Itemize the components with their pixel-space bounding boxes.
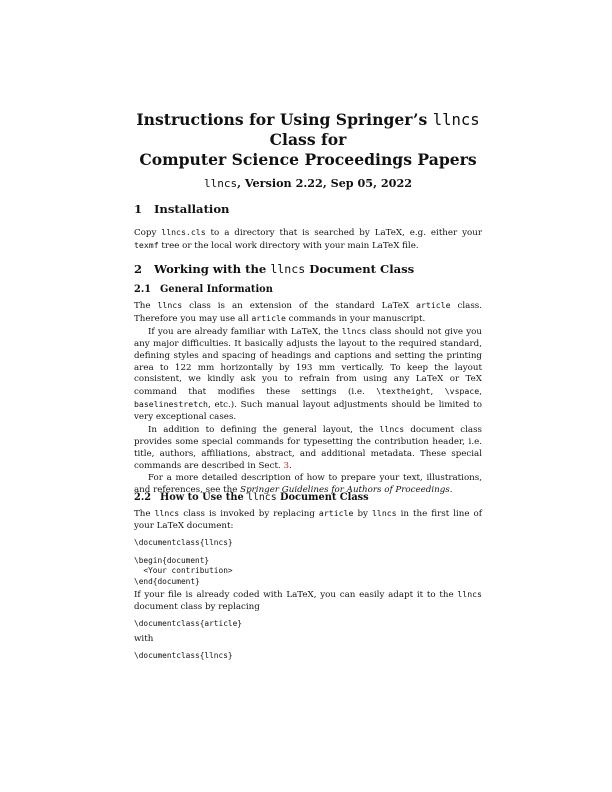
subsection-heading: 2.2 How to Use the llncs Document Class [134,492,369,503]
subsection-general-information [134,284,482,497]
code-block: \documentclass{article} [134,618,242,628]
subsection-heading: 2.1 General Information [134,284,273,295]
code-block: \begin{document} <Your contribution> \end{document} [134,556,233,586]
paragraph: If you are already familiar with LaTeX, the llncs class should not give you any major difficulties. It basically adjusts the layout to the required standard, defining styles and spacing of headings and captions and setting the printing area to 122 mm horizontally by 193 mm vertically. To keep the layout consistent, we kindly ask you to refrain from using any LaTeX or TeX command that modifies these settings (i.e. \textheight, \vspace, baselinestretch, etc.). Such manual layout adjustments should be limited to very exceptional cases. [134,325,482,423]
code-block: \documentclass{llncs} [134,537,233,547]
document-subtitle: llncs, Version 2.22, Sep 05, 2022 [203,176,413,190]
section-installation [134,202,482,253]
document-title: Instructions for Using Springer’s llncs Class for Computer Science Proceedings Papers [136,110,480,169]
paragraph: The llncs class is an extension of the standard LaTeX article class. Therefore you may use all article commands in your manuscript. [134,300,482,324]
section-reference-link[interactable]: 3 [283,460,289,471]
title-block [134,110,482,190]
paragraph: with [134,634,154,645]
subsection-how-to-use [134,492,482,661]
code-block: \documentclass{llncs} [134,651,233,661]
paragraph: Copy llncs.cls to a directory that is searched by LaTeX, e.g. either your texmf tree or the local work directory with your main LaTeX file. [134,227,482,251]
paragraph: In addition to defining the general layout, the llncs document class provides some special commands for typesetting the contribution header, i.e. title, authors, affiliations, abstract, and additional metadata. These special commands are described in Sect. 3. [134,424,482,471]
paragraph: For a more detailed description of how to prepare your text, illustrations, and references, see the Springer Guidelines for Authors of Proceedings. [134,472,482,495]
section-heading: 2 Working with the llncs Document Class [134,262,415,276]
paragraph: If your file is already coded with LaTeX, you can easily adapt it to the llncs document class by replacing [134,589,482,612]
section-working [134,262,482,276]
section-heading: 1 Installation [134,202,230,216]
paragraph: The llncs class is invoked by replacing article by llncs in the first line of your LaTeX document: [134,508,482,531]
